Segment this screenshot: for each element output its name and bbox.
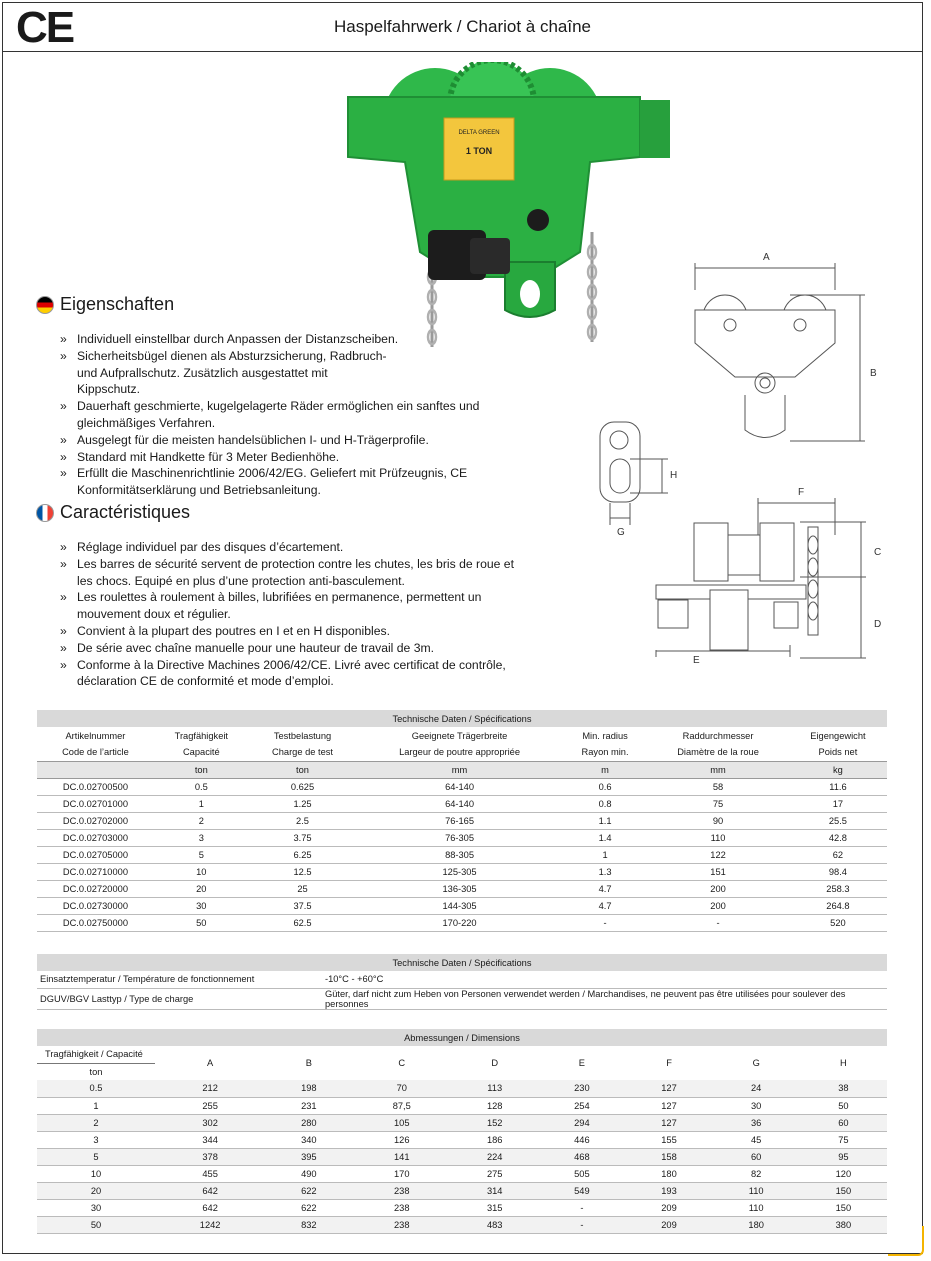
table-cell: DC.0.02750000 bbox=[37, 914, 154, 931]
table-cell: 294 bbox=[538, 1114, 625, 1131]
table-row bbox=[37, 812, 887, 829]
unit-cell: ton bbox=[249, 761, 356, 778]
table-cell: 98.4 bbox=[789, 863, 887, 880]
table-cell: 0.6 bbox=[563, 778, 647, 795]
table-cell: 238 bbox=[352, 1182, 451, 1199]
table-row bbox=[37, 880, 887, 897]
dim-label-f: F bbox=[798, 487, 805, 498]
table-cell: 0.5 bbox=[154, 778, 249, 795]
page-header bbox=[2, 2, 923, 52]
column-header: Min. radius bbox=[582, 730, 628, 741]
table-cell: 180 bbox=[625, 1165, 712, 1182]
table-cell: 127 bbox=[625, 1097, 712, 1114]
table-cell: 3 bbox=[37, 1131, 155, 1148]
table-cell: 198 bbox=[265, 1080, 352, 1097]
list-item: » Conforme à la Directive Machines 2006/42/CE. Livré avec certificat de contrôle, déclaration CE de conformité et mode d’emploi. bbox=[60, 657, 525, 691]
table-cell: 212 bbox=[155, 1080, 265, 1097]
tech-value: Güter, darf nicht zum Heben von Personen verwendet werden / Marchandises, ne peuvent pas être utilisées pour soulever des personnes bbox=[323, 988, 887, 1009]
table-cell: 1 bbox=[563, 846, 647, 863]
table-cell: DC.0.02705000 bbox=[37, 846, 154, 863]
table-cell: 64-140 bbox=[356, 778, 563, 795]
table-cell: 76-165 bbox=[356, 812, 563, 829]
list-item: » De série avec chaîne manuelle pour une hauteur de travail de 3m. bbox=[60, 640, 525, 657]
list-item: » Dauerhaft geschmierte, kugelgelagerte Räder ermöglichen ein sanftes und gleichmäßiges Verfahren. bbox=[60, 398, 500, 432]
table-cell: 378 bbox=[155, 1148, 265, 1165]
column-header: F bbox=[666, 1058, 672, 1068]
column-header: Poids net bbox=[789, 744, 887, 761]
table-cell: 58 bbox=[647, 778, 789, 795]
table-cell: 200 bbox=[647, 897, 789, 914]
list-item: » Les barres de sécurité servent de protection contre les chutes, les bris de roue et les chocs. Equipé en plus d’une protection anti-basculement. bbox=[60, 556, 525, 590]
list-item: » Ausgelegt für die meisten handelsüblichen I- und H-Trägerprofile. bbox=[60, 432, 500, 449]
table-row bbox=[37, 795, 887, 812]
table-cell: 126 bbox=[352, 1131, 451, 1148]
table-cell: 60 bbox=[713, 1148, 800, 1165]
table-row bbox=[37, 1199, 887, 1216]
page-corner-mark bbox=[888, 1226, 924, 1256]
table-cell: 1 bbox=[37, 1097, 155, 1114]
table-cell: DC.0.02702000 bbox=[37, 812, 154, 829]
tech-value: -10°C - +60°C bbox=[323, 971, 887, 988]
table-row bbox=[37, 1165, 887, 1182]
column-header: Tragfähigkeit bbox=[174, 730, 229, 741]
table-row bbox=[37, 778, 887, 795]
table-cell: 12.5 bbox=[249, 863, 356, 880]
table-cell: 141 bbox=[352, 1148, 451, 1165]
eigenschaften-list bbox=[60, 331, 500, 499]
column-header: Rayon min. bbox=[563, 744, 647, 761]
table-caption: Abmessungen / Dimensions bbox=[404, 1032, 520, 1043]
table-cell: 315 bbox=[451, 1199, 538, 1216]
column-header: Code de l’article bbox=[37, 744, 154, 761]
table-cell: 340 bbox=[265, 1131, 352, 1148]
german-flag-icon bbox=[36, 296, 54, 314]
table-cell: 280 bbox=[265, 1114, 352, 1131]
heading-eigenschaften: Eigenschaften bbox=[36, 294, 174, 315]
table-cell: 380 bbox=[800, 1216, 887, 1233]
table-cell: 3 bbox=[154, 829, 249, 846]
table-cell: 127 bbox=[625, 1114, 712, 1131]
table-cell: 314 bbox=[451, 1182, 538, 1199]
table-cell: 17 bbox=[789, 795, 887, 812]
table-cell: 5 bbox=[37, 1148, 155, 1165]
table-cell: 75 bbox=[800, 1131, 887, 1148]
table-row bbox=[37, 1114, 887, 1131]
column-header: C bbox=[398, 1058, 406, 1068]
table-cell: DC.0.02700500 bbox=[37, 778, 154, 795]
column-header: G bbox=[752, 1058, 760, 1068]
dim-label-g: G bbox=[617, 527, 625, 538]
column-header: Testbelastung bbox=[273, 730, 332, 741]
column-header: Charge de test bbox=[249, 744, 356, 761]
table-row bbox=[37, 829, 887, 846]
table-row bbox=[37, 1131, 887, 1148]
table-cell: 127 bbox=[625, 1080, 712, 1097]
table-cell: 264.8 bbox=[789, 897, 887, 914]
table-cell: 4.7 bbox=[563, 880, 647, 897]
table-cell: 30 bbox=[713, 1097, 800, 1114]
dimensions-table-body bbox=[37, 1080, 887, 1233]
label-capacity: 1 TON bbox=[465, 146, 493, 156]
table-cell: 344 bbox=[155, 1131, 265, 1148]
table-cell: 30 bbox=[154, 897, 249, 914]
table-row bbox=[37, 863, 887, 880]
capacity-header: Tragfähigkeit / Capacité bbox=[37, 1046, 155, 1063]
table-cell: 62 bbox=[789, 846, 887, 863]
column-header: Raddurchmesser bbox=[682, 730, 754, 741]
table-cell: - bbox=[563, 914, 647, 931]
table-cell: 549 bbox=[538, 1182, 625, 1199]
table-cell: 50 bbox=[800, 1097, 887, 1114]
column-header: A bbox=[207, 1058, 214, 1068]
table-cell: 2 bbox=[154, 812, 249, 829]
table-cell: 622 bbox=[265, 1199, 352, 1216]
table-cell: 490 bbox=[265, 1165, 352, 1182]
table-cell: - bbox=[538, 1216, 625, 1233]
table-row bbox=[37, 1216, 887, 1233]
table-cell: 0.625 bbox=[249, 778, 356, 795]
caracteristiques-list bbox=[60, 539, 525, 690]
table-cell: 158 bbox=[625, 1148, 712, 1165]
table-cell: 1.4 bbox=[563, 829, 647, 846]
column-header: Capacité bbox=[154, 744, 249, 761]
table-row bbox=[37, 1097, 887, 1114]
dim-label-b: B bbox=[870, 368, 877, 379]
table-cell: 5 bbox=[154, 846, 249, 863]
table-cell: 1242 bbox=[155, 1216, 265, 1233]
table-cell: 238 bbox=[352, 1216, 451, 1233]
table-row bbox=[37, 1080, 887, 1097]
column-header: D bbox=[491, 1058, 499, 1068]
table-cell: 622 bbox=[265, 1182, 352, 1199]
table-cell: 170-220 bbox=[356, 914, 563, 931]
table-cell: 150 bbox=[800, 1182, 887, 1199]
table-cell: 20 bbox=[154, 880, 249, 897]
list-item: » Standard mit Handkette für 3 Meter Bedienhöhe. bbox=[60, 449, 500, 466]
table-cell: 2.5 bbox=[249, 812, 356, 829]
spec-table bbox=[37, 710, 887, 932]
table-cell: 152 bbox=[451, 1114, 538, 1131]
table-cell: 144-305 bbox=[356, 897, 563, 914]
table-cell: 36 bbox=[713, 1114, 800, 1131]
table-cell: 254 bbox=[538, 1097, 625, 1114]
table-cell: 11.6 bbox=[789, 778, 887, 795]
unit-cell: kg bbox=[789, 761, 887, 778]
table-cell: 0.5 bbox=[37, 1080, 155, 1097]
list-item: » Convient à la plupart des poutres en I et en H disponibles. bbox=[60, 623, 525, 640]
dim-label-c: C bbox=[874, 547, 882, 558]
table-cell: 110 bbox=[713, 1182, 800, 1199]
ce-mark: CE bbox=[16, 3, 74, 52]
table-cell: 395 bbox=[265, 1148, 352, 1165]
table-cell: 110 bbox=[713, 1199, 800, 1216]
dim-label-e: E bbox=[693, 655, 700, 666]
table-cell: 113 bbox=[451, 1080, 538, 1097]
list-item: » Erfüllt die Maschinenrichtlinie 2006/42/EG. Geliefert mit Prüfzeugnis, CE Konformitätserklärung und Betriebsanleitung. bbox=[60, 465, 500, 499]
table-cell: - bbox=[647, 914, 789, 931]
table-cell: 1.25 bbox=[249, 795, 356, 812]
column-header: E bbox=[578, 1058, 585, 1068]
table-cell: 136-305 bbox=[356, 880, 563, 897]
table-cell: 642 bbox=[155, 1199, 265, 1216]
table-cell: 170 bbox=[352, 1165, 451, 1182]
table-cell: 10 bbox=[154, 863, 249, 880]
table-cell: 255 bbox=[155, 1097, 265, 1114]
dim-label-h: H bbox=[670, 470, 678, 481]
table-cell: 64-140 bbox=[356, 795, 563, 812]
table-cell: 209 bbox=[625, 1199, 712, 1216]
table-cell: 45 bbox=[713, 1131, 800, 1148]
table-row bbox=[37, 1182, 887, 1199]
table-cell: 1 bbox=[154, 795, 249, 812]
list-item: » Sicherheitsbügel dienen als Absturzsicherung, Radbruch- und Aufprallschutz. Zusätzlich ausgestattet mit Kippschutz. bbox=[60, 348, 390, 398]
table-cell: 200 bbox=[647, 880, 789, 897]
table-cell: 302 bbox=[155, 1114, 265, 1131]
table-row bbox=[37, 846, 887, 863]
table-cell: 151 bbox=[647, 863, 789, 880]
table-cell: 50 bbox=[37, 1216, 155, 1233]
table-cell: 186 bbox=[451, 1131, 538, 1148]
table-row bbox=[37, 914, 887, 931]
list-item: » Réglage individuel par des disques d’écartement. bbox=[60, 539, 525, 556]
table-cell: 62.5 bbox=[249, 914, 356, 931]
table-cell: 150 bbox=[800, 1199, 887, 1216]
table-cell: 125-305 bbox=[356, 863, 563, 880]
column-header: Artikelnummer bbox=[65, 730, 126, 741]
table-cell: 224 bbox=[451, 1148, 538, 1165]
table-cell: 1.3 bbox=[563, 863, 647, 880]
table-row bbox=[37, 897, 887, 914]
column-header: B bbox=[305, 1058, 312, 1068]
unit-cell: mm bbox=[647, 761, 789, 778]
column-header: Geeignete Trägerbreite bbox=[411, 730, 508, 741]
unit-cell bbox=[37, 761, 154, 778]
table-cell: DC.0.02703000 bbox=[37, 829, 154, 846]
table-cell: 105 bbox=[352, 1114, 451, 1131]
dim-label-d: D bbox=[874, 619, 882, 630]
table-cell: 258.3 bbox=[789, 880, 887, 897]
table-cell: 122 bbox=[647, 846, 789, 863]
unit-cell: m bbox=[563, 761, 647, 778]
table-cell: DC.0.02730000 bbox=[37, 897, 154, 914]
table-cell: DC.0.02701000 bbox=[37, 795, 154, 812]
table-cell: 642 bbox=[155, 1182, 265, 1199]
table-cell: 832 bbox=[265, 1216, 352, 1233]
french-flag-icon bbox=[36, 504, 54, 522]
table-cell: 120 bbox=[800, 1165, 887, 1182]
table-cell: DC.0.02720000 bbox=[37, 880, 154, 897]
table-cell: 25.5 bbox=[789, 812, 887, 829]
table-cell: 520 bbox=[789, 914, 887, 931]
column-header: Diamètre de la roue bbox=[647, 744, 789, 761]
table-row bbox=[37, 1148, 887, 1165]
table-cell: 88-305 bbox=[356, 846, 563, 863]
table-cell: 95 bbox=[800, 1148, 887, 1165]
table-cell: 10 bbox=[37, 1165, 155, 1182]
table-cell: - bbox=[538, 1199, 625, 1216]
table-cell: 275 bbox=[451, 1165, 538, 1182]
table-cell: DC.0.02710000 bbox=[37, 863, 154, 880]
table-cell: 155 bbox=[625, 1131, 712, 1148]
table-cell: 446 bbox=[538, 1131, 625, 1148]
table-cell: 209 bbox=[625, 1216, 712, 1233]
list-item: » Individuell einstellbar durch Anpassen der Distanzscheiben. bbox=[60, 331, 500, 348]
table-cell: 20 bbox=[37, 1182, 155, 1199]
table-cell: 238 bbox=[352, 1199, 451, 1216]
table-cell: 90 bbox=[647, 812, 789, 829]
table-cell: 82 bbox=[713, 1165, 800, 1182]
table-cell: 230 bbox=[538, 1080, 625, 1097]
column-header: Largeur de poutre appropriée bbox=[356, 744, 563, 761]
table-cell: 0.8 bbox=[563, 795, 647, 812]
table-cell: 4.7 bbox=[563, 897, 647, 914]
table-cell: 87,5 bbox=[352, 1097, 451, 1114]
column-header: Eigengewicht bbox=[810, 730, 866, 741]
dim-label-a: A bbox=[763, 252, 770, 263]
tech-table bbox=[37, 954, 887, 1010]
dimensions-table bbox=[37, 1029, 887, 1234]
table-cell: 30 bbox=[37, 1199, 155, 1216]
table-cell: 180 bbox=[713, 1216, 800, 1233]
spec-table-body bbox=[37, 778, 887, 931]
table-cell: 37.5 bbox=[249, 897, 356, 914]
table-cell: 483 bbox=[451, 1216, 538, 1233]
table-caption: Technische Daten / Spécifications bbox=[392, 957, 532, 968]
table-cell: 6.25 bbox=[249, 846, 356, 863]
heading-caracteristiques: Caractéristiques bbox=[36, 502, 190, 523]
table-cell: 505 bbox=[538, 1165, 625, 1182]
table-cell: 38 bbox=[800, 1080, 887, 1097]
unit-cell: mm bbox=[356, 761, 563, 778]
tech-label: DGUV/BGV Lasttyp / Type de charge bbox=[37, 988, 323, 1009]
table-cell: 50 bbox=[154, 914, 249, 931]
table-cell: 70 bbox=[352, 1080, 451, 1097]
table-cell: 60 bbox=[800, 1114, 887, 1131]
table-cell: 25 bbox=[249, 880, 356, 897]
column-header: H bbox=[840, 1058, 847, 1068]
label-brand: DELTA GREEN bbox=[458, 130, 500, 136]
table-cell: 76-305 bbox=[356, 829, 563, 846]
table-cell: 468 bbox=[538, 1148, 625, 1165]
table-cell: 3.75 bbox=[249, 829, 356, 846]
table-cell: 128 bbox=[451, 1097, 538, 1114]
table-cell: 193 bbox=[625, 1182, 712, 1199]
table-cell: 110 bbox=[647, 829, 789, 846]
list-item: » Les roulettes à roulement à billes, lubrifiées en permanence, permettent un mouvement doux et régulier. bbox=[60, 589, 500, 623]
tech-label: Einsatztemperatur / Température de fonctionnement bbox=[37, 971, 323, 988]
table-cell: 231 bbox=[265, 1097, 352, 1114]
dimension-drawing bbox=[590, 245, 890, 675]
unit-cell: ton bbox=[89, 1066, 103, 1077]
table-cell: 2 bbox=[37, 1114, 155, 1131]
table-cell: 24 bbox=[713, 1080, 800, 1097]
table-cell: 455 bbox=[155, 1165, 265, 1182]
table-cell: 1.1 bbox=[563, 812, 647, 829]
page-title: Haspelfahrwerk / Chariot à chaîne bbox=[333, 17, 592, 36]
table-cell: 42.8 bbox=[789, 829, 887, 846]
table-cell: 75 bbox=[647, 795, 789, 812]
table-caption: Technische Daten / Spécifications bbox=[392, 713, 532, 724]
unit-cell: ton bbox=[154, 761, 249, 778]
